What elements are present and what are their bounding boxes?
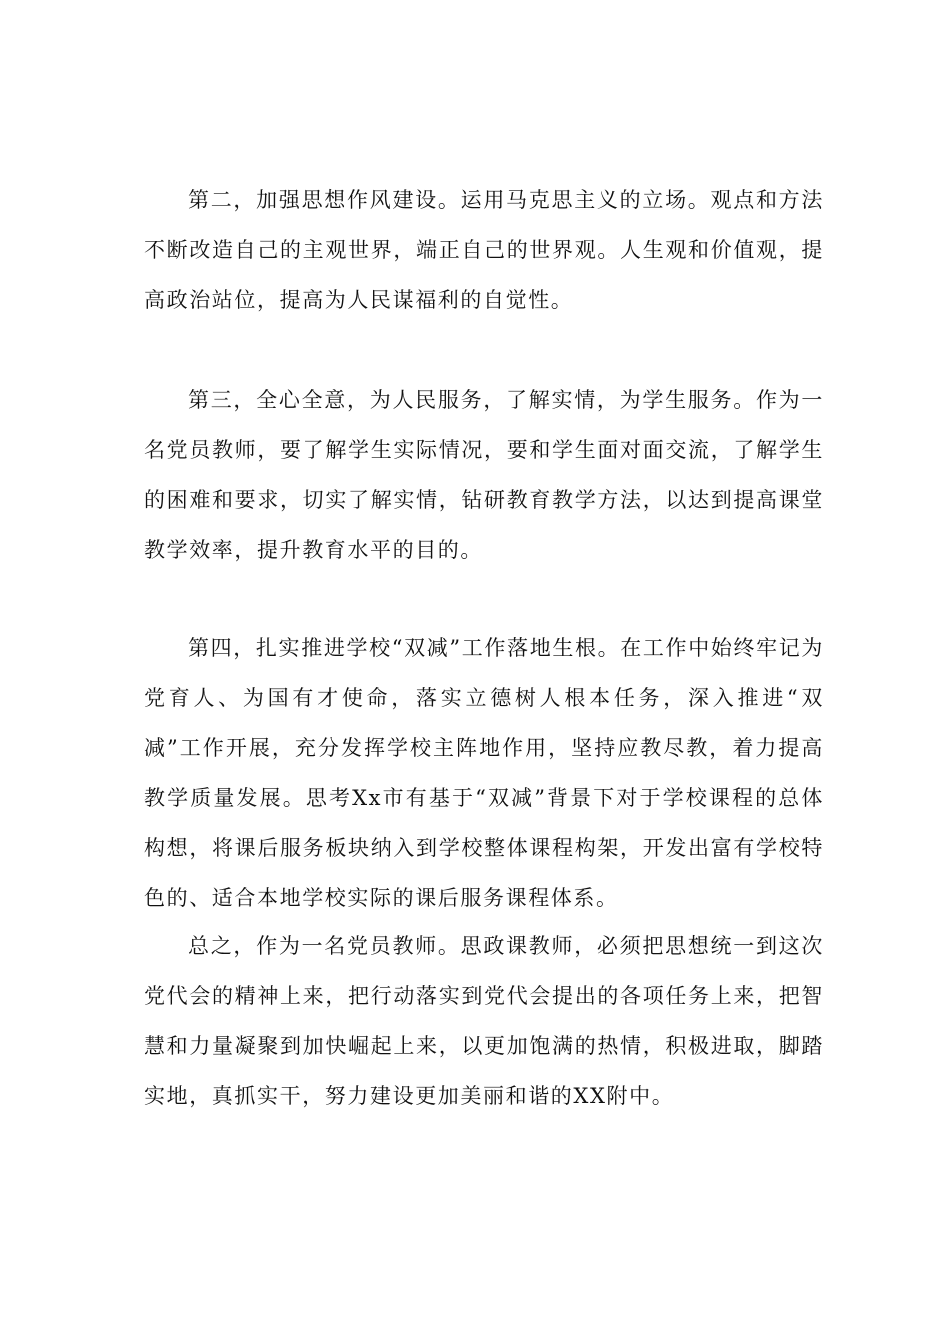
paragraph-ideological-style: 第二，加强思想作风建设。运用马克思主义的立场。观点和方法不断改造自己的主观世界，端正自己的世界观。人生观和价值观，提高政治站位，提高为人民谋福利的自觉性。	[144, 188, 824, 312]
paragraph-serve-people: 第三，全心全意，为人民服务，了解实情，为学生服务。作为一名党员教师，要了解学生实际情况，要和学生面对面交流，了解学生的困难和要求，切实了解实情，钻研教育教学方法，以达到提高课堂教学效率，提升教育水平的目的。	[144, 388, 824, 562]
paragraph-double-reduction: 第四，扎实推进学校“双减”工作落地生根。在工作中始终牢记为党育人、为国有才使命，落实立德树人根本任务，深入推进“双减”工作开展，充分发挥学校主阵地作用，坚持应教尽教，着力提高教学质量发展。思考Xx市有基于“双减”背景下对于学校课程的总体构想，将课后服务板块纳入到学校整体课程构架，开发出富有学校特色的、适合本地学校实际的课后服务课程体系。	[144, 636, 824, 910]
paragraph-conclusion: 总之，作为一名党员教师。思政课教师，必须把思想统一到这次党代会的精神上来，把行动落实到党代会提出的各项任务上来，把智慧和力量凝聚到加快崛起上来，以更加饱满的热情，积极进取，脚踏实地，真抓实干，努力建设更加美丽和谐的XX附中。	[144, 934, 824, 1108]
